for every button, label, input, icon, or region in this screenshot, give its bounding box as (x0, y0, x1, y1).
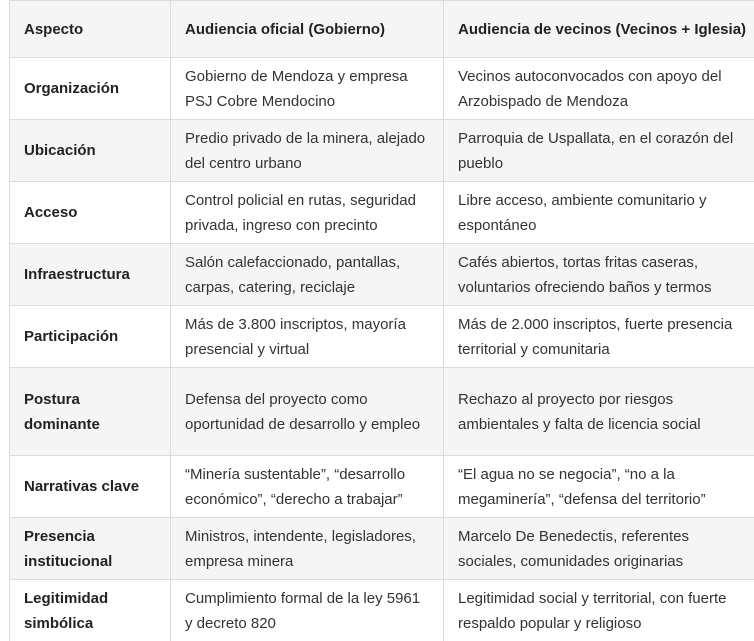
row-neighbors-cell: Más de 2.000 inscriptos, fuerte presencia territorial y comunitaria (444, 306, 754, 368)
comparison-table (9, 0, 754, 641)
row-neighbors-cell: Vecinos autoconvocados con apoyo del Arzobispado de Mendoza (444, 58, 754, 120)
table-row (10, 58, 754, 120)
row-official-cell: “Minería sustentable”, “desarrollo económico”, “derecho a trabajar” (171, 456, 444, 518)
row-aspect-cell: Narrativas clave (10, 456, 171, 518)
row-aspect-cell: Infraestructura (10, 244, 171, 306)
header-official-hearing: Audiencia oficial (Gobierno) (171, 1, 444, 58)
row-aspect-cell: Acceso (10, 182, 171, 244)
comparison-table-container (9, 0, 754, 641)
table-row (10, 306, 754, 368)
table-row (10, 182, 754, 244)
row-neighbors-cell: Parroquia de Uspallata, en el corazón del pueblo (444, 120, 754, 182)
row-official-cell: Defensa del proyecto como oportunidad de desarrollo y empleo (171, 368, 444, 456)
row-official-cell: Cumplimiento formal de la ley 5961 y decreto 820 (171, 580, 444, 641)
row-aspect-cell: Legitimidad simbólica (10, 580, 171, 641)
row-official-cell: Control policial en rutas, seguridad privada, ingreso con precinto (171, 182, 444, 244)
row-neighbors-cell: “El agua no se negocia”, “no a la megaminería”, “defensa del territorio” (444, 456, 754, 518)
row-aspect-cell: Organización (10, 58, 171, 120)
table-row (10, 518, 754, 580)
table-row (10, 120, 754, 182)
table-row (10, 368, 754, 456)
row-aspect-cell: Participación (10, 306, 171, 368)
row-aspect-cell: Presencia institucional (10, 518, 171, 580)
table-header-row (10, 1, 754, 58)
table-row (10, 580, 754, 641)
row-neighbors-cell: Rechazo al proyecto por riesgos ambientales y falta de licencia social (444, 368, 754, 456)
row-neighbors-cell: Libre acceso, ambiente comunitario y espontáneo (444, 182, 754, 244)
row-neighbors-cell: Legitimidad social y territorial, con fuerte respaldo popular y religioso (444, 580, 754, 641)
row-official-cell: Ministros, intendente, legisladores, empresa minera (171, 518, 444, 580)
table-row (10, 456, 754, 518)
row-official-cell: Gobierno de Mendoza y empresa PSJ Cobre Mendocino (171, 58, 444, 120)
row-official-cell: Más de 3.800 inscriptos, mayoría presencial y virtual (171, 306, 444, 368)
row-neighbors-cell: Cafés abiertos, tortas fritas caseras, voluntarios ofreciendo baños y termos (444, 244, 754, 306)
row-aspect-cell: Postura dominante (10, 368, 171, 456)
header-aspect: Aspecto (10, 1, 171, 58)
row-aspect-cell: Ubicación (10, 120, 171, 182)
row-official-cell: Predio privado de la minera, alejado del centro urbano (171, 120, 444, 182)
header-neighbors-hearing: Audiencia de vecinos (Vecinos + Iglesia) (444, 1, 754, 58)
table-row (10, 244, 754, 306)
row-neighbors-cell: Marcelo De Benedectis, referentes sociales, comunidades originarias (444, 518, 754, 580)
row-official-cell: Salón calefaccionado, pantallas, carpas, catering, reciclaje (171, 244, 444, 306)
